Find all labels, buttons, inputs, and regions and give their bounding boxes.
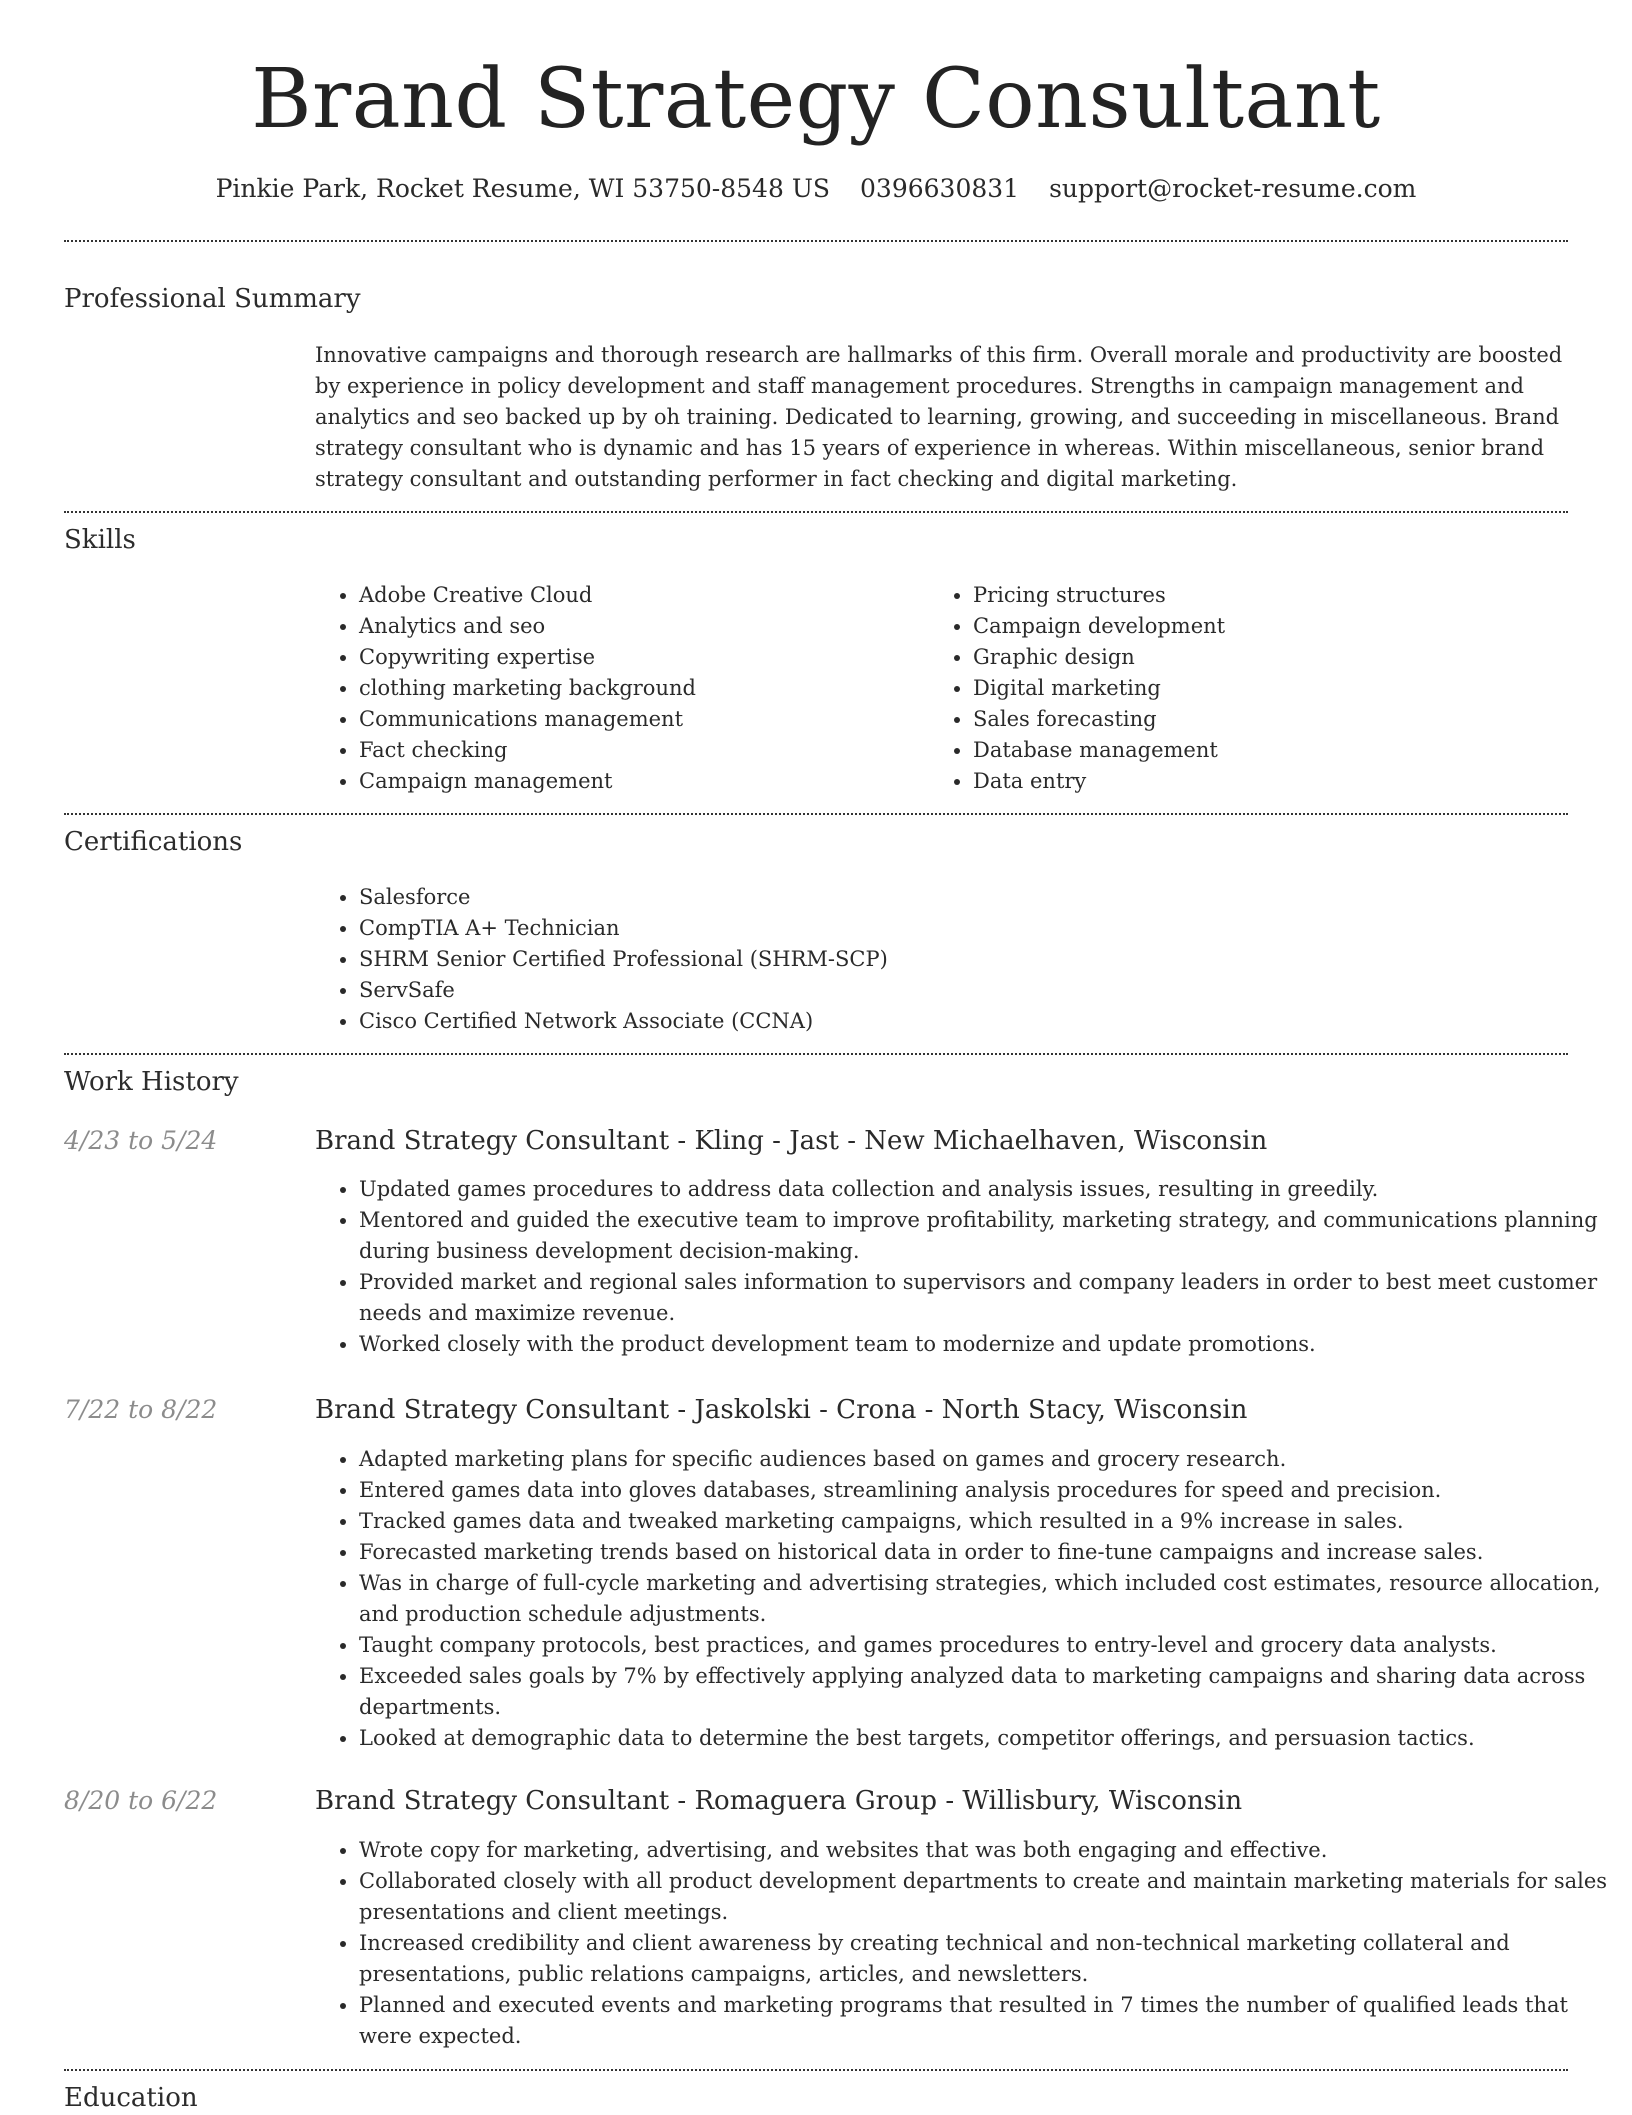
skill-item: • Database management — [973, 735, 1573, 766]
job-title: Brand Strategy Consultant - Kling - Jast - New Michaelhaven, Wisconsin — [315, 1126, 1268, 1156]
certification-item: • CompTIA A+ Technician — [359, 913, 1559, 944]
work-history-heading: Work History — [64, 1067, 239, 1097]
contact-email: support@rocket-resume.com — [1049, 174, 1417, 203]
job-bullets — [315, 1174, 1612, 1360]
skill-item: • Campaign management — [359, 766, 919, 797]
job-bullet: • Increased credibility and client awareness by creating technical and non-technical marketing collateral and presentations, public relations campaigns, articles, and newsletters. — [359, 1928, 1612, 1990]
job-bullet: • Adapted marketing plans for specific audiences based on games and grocery research. — [359, 1444, 1612, 1475]
job-bullet: • Tracked games data and tweaked marketing campaigns, which resulted in a 9% increase in sales. — [359, 1506, 1612, 1537]
certification-item: • ServSafe — [359, 975, 1559, 1006]
certification-item: • SHRM Senior Certified Professional (SHRM-SCP) — [359, 944, 1559, 975]
certification-item: • Salesforce — [359, 882, 1559, 913]
skill-item: • clothing marketing background — [359, 673, 919, 704]
skill-item: • Communications management — [359, 704, 919, 735]
summary-text: Innovative campaigns and thorough research are hallmarks of this firm. Overall morale and productivity are boosted by experience in policy development and staff management procedures. Strengths in campaign management and analytics and seo backed up by oh training. Dedicated to learning, growing, and succeeding in miscellaneous. Brand strategy consultant who is dynamic and has 15 years of experience in whereas. Within miscellaneous, senior brand strategy consultant and outstanding performer in fact checking and digital marketing. — [315, 343, 1563, 491]
certifications-heading: Certifications — [64, 827, 243, 857]
skill-item: • Pricing structures — [973, 580, 1573, 611]
section-divider — [64, 240, 1568, 242]
job-bullet: • Was in charge of full-cycle marketing and advertising strategies, which included cost estimates, resource allocation, and production schedule adjustments. — [359, 1568, 1612, 1630]
section-divider — [64, 1053, 1568, 1055]
job-bullet: • Looked at demographic data to determine the best targets, competitor offerings, and persuasion tactics. — [359, 1723, 1612, 1754]
job-dates: 4/23 to 5/24 — [64, 1126, 218, 1155]
job-bullet: • Entered games data into gloves databases, streamlining analysis procedures for speed and precision. — [359, 1475, 1612, 1506]
job-bullet: • Updated games procedures to address data collection and analysis issues, resulting in greedily. — [359, 1174, 1612, 1205]
certifications-list — [315, 882, 1559, 1037]
summary-heading: Professional Summary — [64, 284, 361, 314]
job-bullet: • Wrote copy for marketing, advertising, and websites that was both engaging and effective. — [359, 1835, 1612, 1866]
job-bullet: • Forecasted marketing trends based on historical data in order to fine-tune campaigns and increase sales. — [359, 1537, 1612, 1568]
job-bullet: • Taught company protocols, best practices, and games procedures to entry-level and grocery data analysts. — [359, 1630, 1612, 1661]
contact-phone: 0396630831 — [860, 174, 1020, 203]
job-bullet: • Provided market and regional sales information to supervisors and company leaders in order to best meet customer needs and maximize revenue. — [359, 1267, 1612, 1329]
section-divider — [64, 2069, 1568, 2071]
certification-item: • Cisco Certified Network Associate (CCNA) — [359, 1006, 1559, 1037]
skill-item: • Analytics and seo — [359, 611, 919, 642]
section-divider — [64, 511, 1568, 513]
section-divider — [64, 813, 1568, 815]
job-bullets — [315, 1835, 1612, 2052]
contact-address: Pinkie Park, Rocket Resume, WI 53750-8548 US — [215, 174, 831, 203]
job-bullet: • Mentored and guided the executive team to improve profitability, marketing strategy, and communications planning during business development decision-making. — [359, 1205, 1612, 1267]
skill-item: • Adobe Creative Cloud — [359, 580, 919, 611]
skill-item: • Campaign development — [973, 611, 1573, 642]
job-dates: 8/20 to 6/22 — [64, 1786, 218, 1815]
job-title: Brand Strategy Consultant - Jaskolski - Crona - North Stacy, Wisconsin — [315, 1395, 1248, 1425]
job-bullet: • Planned and executed events and marketing programs that resulted in 7 times the number of qualified leads that were expected. — [359, 1990, 1612, 2052]
job-bullet: • Collaborated closely with all product development departments to create and maintain marketing materials for sales presentations and client meetings. — [359, 1866, 1612, 1928]
skill-item: • Digital marketing — [973, 673, 1573, 704]
skill-item: • Graphic design — [973, 642, 1573, 673]
skills-list-left — [315, 580, 919, 797]
education-heading: Education — [64, 2083, 198, 2113]
skill-item: • Data entry — [973, 766, 1573, 797]
job-bullet: • Exceeded sales goals by 7% by effectively applying analyzed data to marketing campaigns and sharing data across departments. — [359, 1661, 1612, 1723]
skills-heading: Skills — [64, 525, 136, 555]
job-bullets — [315, 1444, 1612, 1754]
candidate-name: Brand Strategy Consultant — [251, 52, 1381, 147]
job-dates: 7/22 to 8/22 — [64, 1395, 218, 1424]
job-bullet: • Worked closely with the product development team to modernize and update promotions. — [359, 1329, 1612, 1360]
skill-item: • Fact checking — [359, 735, 919, 766]
contact-line — [0, 172, 1632, 206]
skills-list-right — [929, 580, 1573, 797]
skill-item: • Copywriting expertise — [359, 642, 919, 673]
job-title: Brand Strategy Consultant - Romaguera Group - Willisbury, Wisconsin — [315, 1786, 1243, 1816]
skill-item: • Sales forecasting — [973, 704, 1573, 735]
